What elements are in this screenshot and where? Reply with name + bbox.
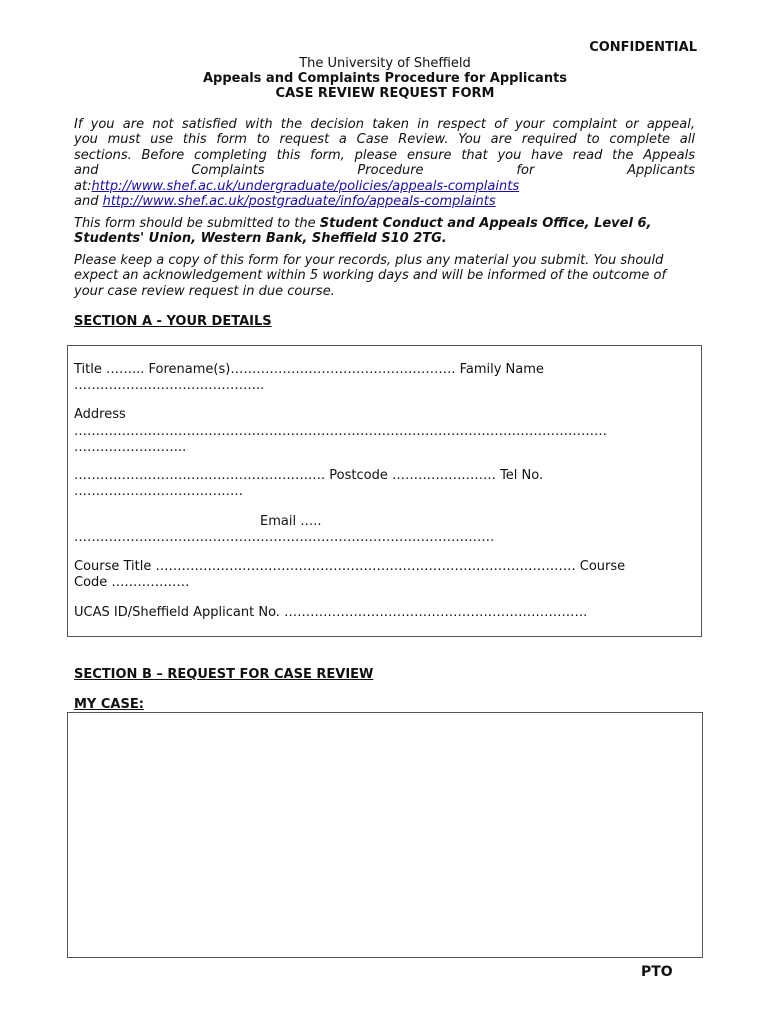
- address-field-line1[interactable]: ……………………………………………………………………………………………………………: [74, 424, 607, 439]
- postcode-tel-field[interactable]: …………………………………………………. Postcode …………………… Tel No.: [74, 468, 544, 483]
- intro-paragraph: [74, 117, 695, 209]
- intro-line: If you are not satisfied with the decision taken in respect of your complaint or appeal,: [74, 117, 695, 132]
- address-field-line2[interactable]: ……………………..: [74, 440, 187, 455]
- email-field[interactable]: …………………………………………………………………………………….: [74, 530, 495, 545]
- undergraduate-policy-link[interactable]: http://www.shef.ac.uk/undergraduate/policies/appeals-complaints: [91, 178, 520, 194]
- submission-prefix: This form should be submitted to the: [74, 216, 320, 231]
- section-a-heading: SECTION A - YOUR DETAILS: [74, 314, 272, 329]
- course-title-field[interactable]: Course Title ……………………………………………………………………………………. Course: [74, 559, 626, 574]
- intro-line: you must use this form to request a Case Review. You are required to complete all: [74, 132, 695, 148]
- link-row-postgraduate: [74, 194, 695, 209]
- confidential-label: CONFIDENTIAL: [589, 40, 697, 55]
- and-prefix: and: [74, 194, 103, 210]
- university-name: The University of Sheffield: [299, 56, 471, 71]
- family-name-continuation[interactable]: ……………………………………..: [74, 378, 265, 393]
- at-prefix: at:: [74, 178, 92, 194]
- procedure-title: Appeals and Complaints Procedure for Applicants: [202, 71, 568, 86]
- tel-continuation[interactable]: …………………………………: [74, 484, 243, 499]
- pto-label: PTO: [641, 964, 673, 980]
- ucas-id-field[interactable]: UCAS ID/Sheffield Applicant No. …………………………………………………………….: [74, 605, 588, 620]
- email-label: Email …..: [260, 514, 322, 529]
- address-label: Address: [74, 407, 126, 422]
- keep-copy-paragraph: Please keep a copy of this form for your records, plus any material you submit. You should expect an acknowledgement within 5 working days and will be informed of the outcome of your case review request in due course.: [74, 253, 667, 299]
- my-case-textbox[interactable]: [67, 712, 703, 958]
- form-title: CASE REVIEW REQUEST FORM: [275, 86, 495, 101]
- intro-line: and Complaints Procedure for Applicants: [74, 163, 695, 179]
- link-row-undergraduate: [74, 179, 695, 194]
- submission-office: Student Conduct and Appeals Office, Level 6, Students' Union, Western Bank, Sheffield S10 2TG.: [74, 216, 652, 247]
- course-code-field[interactable]: Code ………………: [74, 575, 190, 590]
- intro-line: sections. Before completing this form, please ensure that you have read the Appeals: [74, 147, 695, 163]
- section-b-heading: SECTION B – REQUEST FOR CASE REVIEW: [74, 667, 374, 682]
- title-forename-familyname-field[interactable]: Title ……... Forename(s)……………………………………………. Family Name: [74, 362, 544, 377]
- postgraduate-policy-link[interactable]: http://www.shef.ac.uk/postgraduate/info/appeals-complaints: [102, 194, 496, 210]
- submission-paragraph: [74, 216, 695, 247]
- my-case-heading: MY CASE:: [74, 697, 144, 712]
